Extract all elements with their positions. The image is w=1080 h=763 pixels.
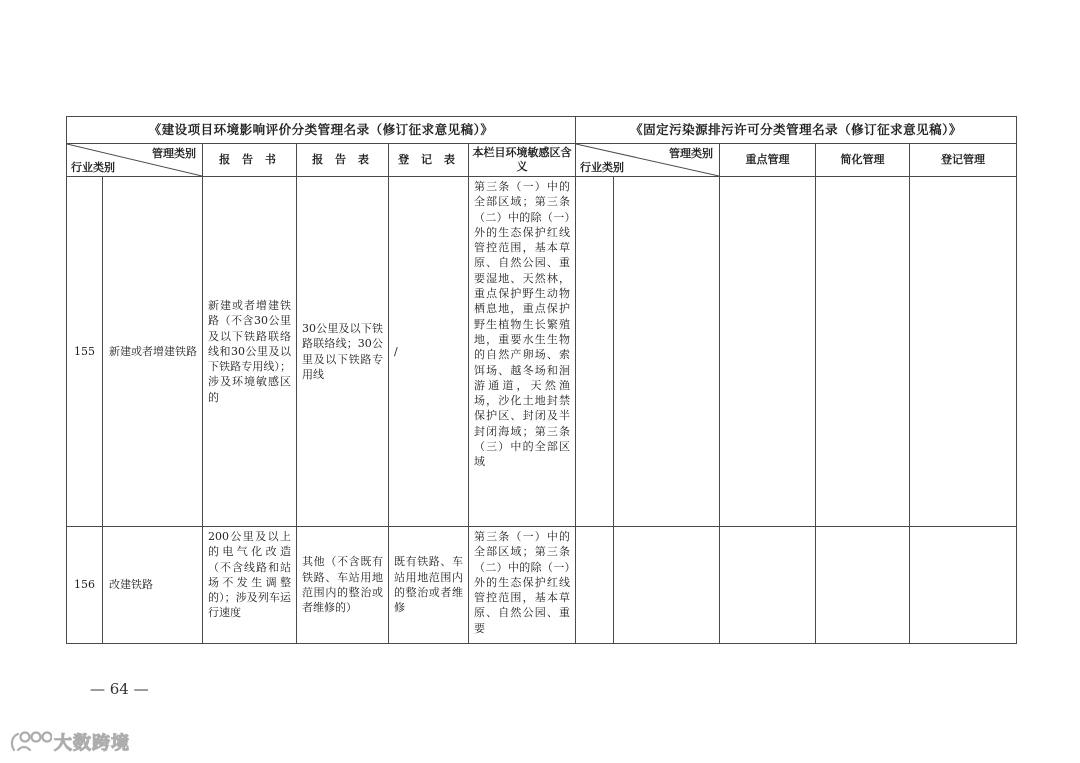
report-book-cell: 新建或者增建铁路（不含30公里及以下铁路联络线和30公里及以下铁路专用线）；涉及环境敏感区的 (203, 177, 297, 527)
right-empty-cell (816, 527, 910, 644)
left-document-title: 《建设项目环境影响评价分类管理名录（修订征求意见稿）》 (67, 117, 576, 144)
header-report-form: 报 告 表 (297, 144, 389, 177)
sensitive-area-cell: 第三条（一）中的全部区域；第三条（二）中的除（一）外的生态保护红线管控范围，基本草原、自然公园、重要湿地、天然林，重点保护野生动物栖息地，重点保护野生植物生长繁殖地，重要水生生物的自然产卵场、索饵场、越冬场和洄游通道，天然渔场，沙化土地封禁保护区、封闭及半封闭海域；第三条（三）中的全部区域 (469, 177, 576, 527)
right-diagonal-header (576, 144, 720, 177)
header-sensitive-area: 本栏目环境敏感区含义 (469, 144, 576, 177)
right-empty-cell (614, 177, 720, 527)
industry-category-label: 行业类别 (71, 160, 115, 174)
registration-form-cell: 既有铁路、车站用地范围内的整治或者维修 (389, 527, 469, 644)
right-empty-cell (720, 527, 816, 644)
management-category-label: 管理类别 (152, 147, 196, 160)
left-diagonal-header (67, 144, 203, 177)
right-empty-cell (614, 527, 720, 644)
report-form-cell: 30公里及以下铁路联络线；30公里及以下铁路专用线 (297, 177, 389, 527)
watermark (8, 728, 130, 756)
header-key-management: 重点管理 (720, 144, 816, 177)
header-registration-management: 登记管理 (910, 144, 1017, 177)
registration-form-cell: / (389, 177, 469, 527)
management-category-label: 管理类别 (669, 147, 714, 160)
report-book-cell: 200公里及以上的电气化改造（不含线路和站场不发生调整的）；涉及列车运行速度 (203, 527, 297, 644)
right-document-title: 《固定污染源排污许可分类管理名录（修订征求意见稿）》 (576, 117, 1017, 144)
row-number: 156 (67, 527, 103, 644)
report-form-cell: 其他（不含既有铁路、车站用地范围内的整治或者维修的） (297, 527, 389, 644)
classification-table (66, 116, 1017, 644)
page-number: — 64 — (90, 680, 149, 698)
table-row (67, 527, 1017, 644)
header-simplified-management: 简化管理 (816, 144, 910, 177)
right-empty-cell (576, 177, 614, 527)
header-registration-form: 登 记 表 (389, 144, 469, 177)
right-empty-cell (910, 527, 1017, 644)
industry-name: 新建或者增建铁路 (103, 177, 203, 527)
table-row (67, 177, 1017, 527)
right-empty-cell (910, 177, 1017, 527)
industry-name: 改建铁路 (103, 527, 203, 644)
right-empty-cell (816, 177, 910, 527)
logo-icon (8, 728, 52, 756)
watermark-text: 大数跨境 (54, 733, 130, 754)
right-empty-cell (720, 177, 816, 527)
industry-category-label: 行业类别 (580, 160, 625, 174)
sensitive-area-cell: 第三条（一）中的全部区域；第三条（二）中的除（一）外的生态保护红线管控范围，基本草原、自然公园、重要 (469, 527, 576, 644)
right-empty-cell (576, 527, 614, 644)
row-number: 155 (67, 177, 103, 527)
header-report-book: 报 告 书 (203, 144, 297, 177)
